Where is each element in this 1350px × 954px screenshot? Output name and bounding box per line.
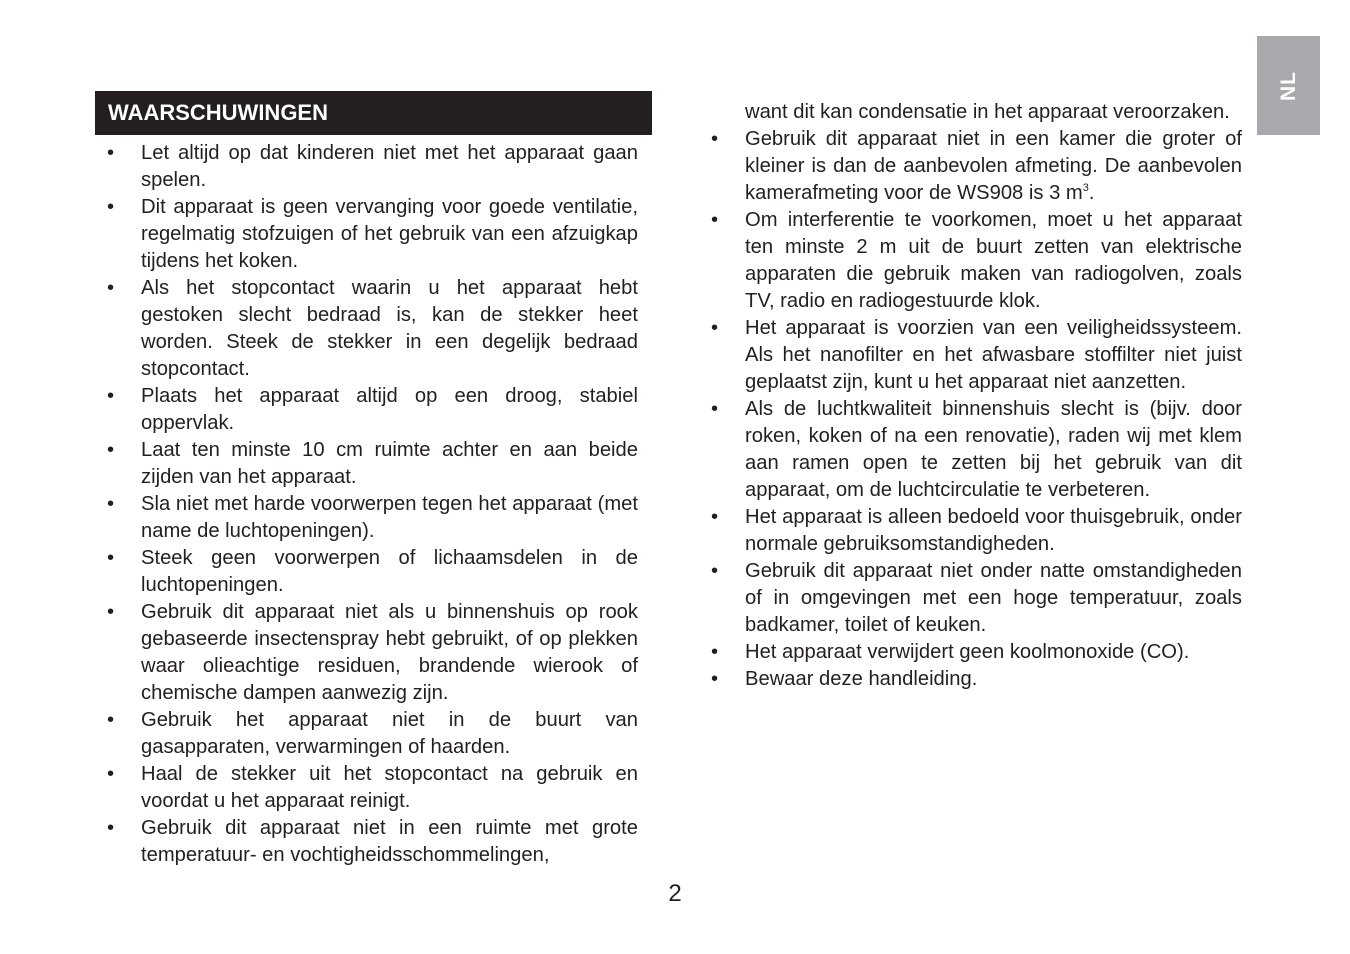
warning-continuation: want dit kan condensatie in het apparaat veroorzaken. [745, 101, 1230, 123]
bullet: • [107, 763, 115, 785]
bullet: • [107, 439, 115, 461]
bullet: • [107, 385, 115, 407]
warning-text: Als het stopcontact waarin u het apparaat hebt gestoken slecht bedraad is, kan de stekker heet worden. Steek de stekker in een degelijk bedraad stopcontact. [141, 277, 638, 380]
bullet: • [711, 506, 719, 528]
warning-item [107, 761, 638, 815]
bullet: • [107, 709, 115, 731]
bullet: • [107, 601, 115, 623]
warning-text: Gebruik dit apparaat niet onder natte omstandigheden of in omgevingen met een hoge temperatuur, zoals badkamer, toilet of keuken. [745, 560, 1242, 636]
bullet: • [107, 277, 115, 299]
warning-item [107, 383, 638, 437]
bullet: • [711, 317, 719, 339]
language-tab-label: NL [1276, 70, 1300, 101]
bullet: • [107, 196, 115, 218]
bullet: • [711, 560, 719, 582]
bullet: • [711, 128, 719, 150]
warning-text: Bewaar deze handleiding. [745, 668, 978, 690]
warning-item [711, 504, 1242, 558]
warning-item [107, 491, 638, 545]
bullet: • [107, 817, 115, 839]
warning-text: Het apparaat verwijdert geen koolmonoxide (CO). [745, 641, 1190, 663]
warning-item [711, 126, 1242, 207]
language-tab [1257, 36, 1320, 135]
warning-text: Gebruik dit apparaat niet in een kamer die groter of kleiner is dan de aanbevolen afmeting. De aanbevolen kamerafmeting voor de WS908 is 3 m [745, 128, 1242, 204]
warning-text: Let altijd op dat kinderen niet met het apparaat gaan spelen. [141, 142, 638, 191]
warning-text: Het apparaat is alleen bedoeld voor thuisgebruik, onder normale gebruiksomstandigheden. [745, 506, 1242, 555]
warning-item [711, 207, 1242, 315]
page-number: 2 [668, 880, 682, 907]
warning-text-suffix: . [1088, 182, 1095, 204]
warning-item [711, 558, 1242, 639]
bullet: • [711, 668, 719, 690]
right-warning-list [711, 126, 1242, 693]
section-title: WAARSCHUWINGEN [108, 100, 328, 125]
warning-item [711, 315, 1242, 396]
warning-item [107, 815, 638, 869]
warning-text: Dit apparaat is geen vervanging voor goede ventilatie, regelmatig stofzuigen of het gebruik van een afzuigkap tijdens het koken. [141, 196, 638, 272]
section-header [95, 91, 652, 135]
warning-text: Steek geen voorwerpen of lichaamsdelen in de luchtopeningen. [141, 547, 638, 596]
warning-item [107, 707, 638, 761]
warning-item [711, 639, 1242, 666]
warning-item [711, 666, 1242, 693]
bullet: • [107, 493, 115, 515]
bullet: • [711, 641, 719, 663]
warning-text: Gebruik het apparaat niet in de buurt van gasapparaten, verwarmingen of haarden. [141, 709, 638, 758]
left-column [107, 140, 638, 869]
warning-item [107, 599, 638, 707]
warning-text: Als de luchtkwaliteit binnenshuis slecht is (bijv. door roken, koken of na een renovatie), raden wij met klem aan ramen open te zetten bij het gebruik van dit apparaat, om de luchtcirculatie te verbeteren. [745, 398, 1242, 501]
right-column [711, 99, 1242, 693]
warning-text: Gebruik dit apparaat niet als u binnenshuis op rook gebaseerde insectenspray hebt gebruikt, of op plekken waar olieachtige residuen, brandende wierook of chemische dampen aanwezig zijn. [141, 601, 638, 704]
superscript: 3 [1082, 182, 1089, 194]
warning-item [107, 437, 638, 491]
warning-text: Plaats het apparaat altijd op een droog, stabiel oppervlak. [141, 385, 638, 434]
bullet: • [107, 547, 115, 569]
warning-text: Sla niet met harde voorwerpen tegen het apparaat (met name de luchtopeningen). [141, 493, 638, 542]
bullet: • [711, 209, 719, 231]
warning-item [107, 275, 638, 383]
warning-text: Haal de stekker uit het stopcontact na gebruik en voordat u het apparaat reinigt. [141, 763, 638, 812]
left-warning-list [107, 140, 638, 869]
warning-item [107, 194, 638, 275]
warning-text: Gebruik dit apparaat niet in een ruimte met grote temperatuur- en vochtigheidsschommelingen, [141, 817, 638, 866]
warning-item [107, 545, 638, 599]
warning-text: Om interferentie te voorkomen, moet u het apparaat ten minste 2 m uit de buurt zetten van elektrische apparaten die gebruik maken van radiogolven, zoals TV, radio en radiogestuurde klok. [745, 209, 1242, 312]
warning-text: Laat ten minste 10 cm ruimte achter en aan beide zijden van het apparaat. [141, 439, 638, 488]
bullet: • [107, 142, 115, 164]
warning-item [107, 140, 638, 194]
warning-item [711, 396, 1242, 504]
bullet: • [711, 398, 719, 420]
warning-text: Het apparaat is voorzien van een veiligheidssysteem. Als het nanofilter en het afwasbare stoffilter niet juist geplaatst zijn, kunt u het apparaat niet aanzetten. [745, 317, 1242, 393]
